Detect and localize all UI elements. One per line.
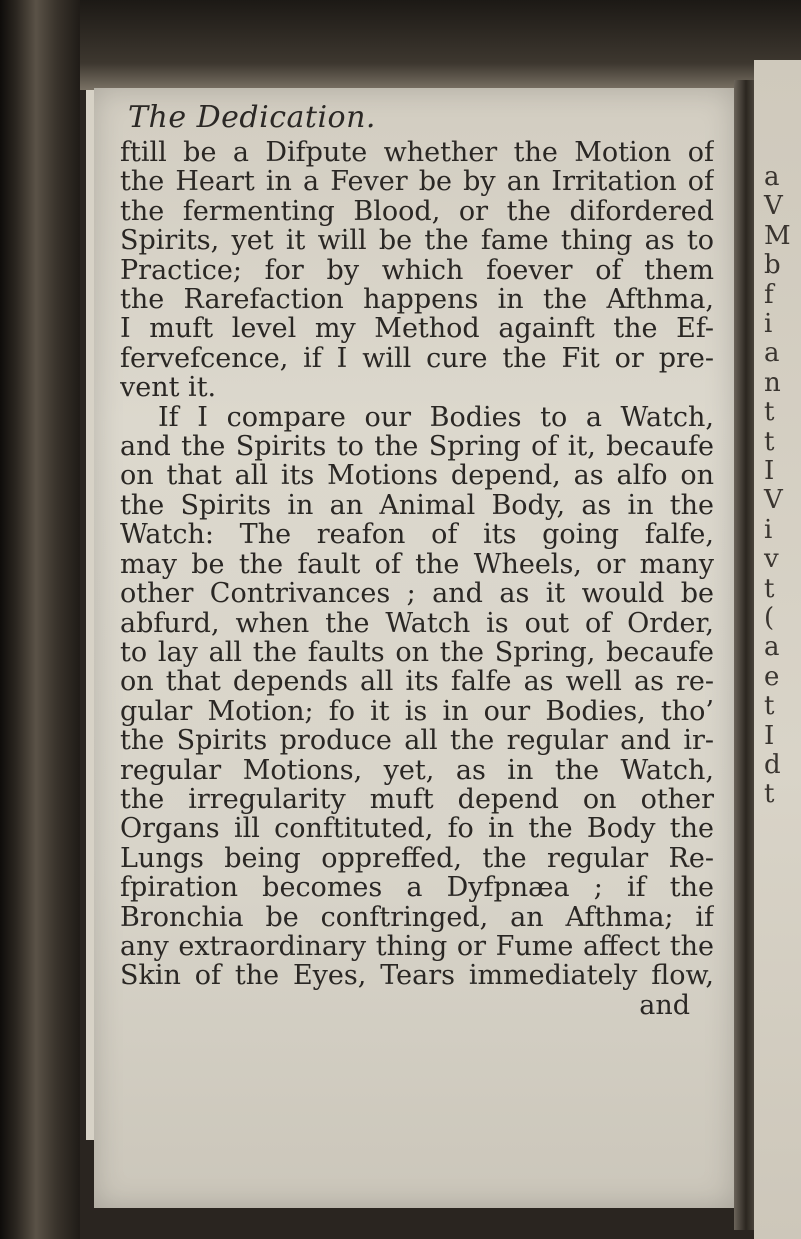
facing-page-letter: t (764, 779, 775, 810)
text-line: may be the fault of the Wheels, or many (120, 549, 714, 580)
facing-page-letter: t (764, 691, 775, 722)
facing-page-letter: ( (764, 603, 775, 633)
text-line: I muft level my Method againft the Ef- (120, 314, 714, 344)
facing-page-letter: a (764, 632, 780, 663)
facing-page-letter: t (764, 426, 775, 457)
text-line: and the Spirits to the Spring of it, becaufe (120, 432, 714, 462)
text-line: other Contrivances ; and as it would be (120, 579, 714, 609)
facing-page-letter: t (764, 397, 775, 428)
facing-page-letter: n (764, 367, 781, 398)
catchword: and (639, 990, 690, 1021)
facing-page-letter: I (764, 720, 775, 751)
text-line: fervefcence, if I will cure the Fit or pre- (120, 343, 714, 374)
text-line: to lay all the faults on the Spring, becaufe (120, 637, 714, 668)
scan-top-shadow (80, 0, 801, 90)
facing-page-letter: V (764, 485, 783, 516)
running-head-title: Dedication. (196, 100, 376, 135)
text-line: Lungs being oppreffed, the regular Re- (120, 843, 714, 874)
text-line: the Rarefaction happens in the Afthma, (120, 285, 714, 315)
body-text (120, 138, 714, 1020)
text-line: ftill be a Difpute whether the Motion of (120, 138, 714, 168)
facing-page-letter: t (764, 573, 775, 604)
text-line: vent it. (120, 373, 217, 403)
text-line: the Heart in a Fever be by an Irritation of (120, 167, 714, 197)
facing-page-letter: V (764, 191, 783, 222)
facing-page-letter: f (764, 279, 774, 310)
text-line: the irregularity muft depend on other (120, 784, 714, 815)
facing-page-letter: a (764, 162, 780, 192)
text-line: the Spirits produce all the regular and ir- (120, 726, 714, 756)
facing-page-letter: i (764, 514, 773, 545)
text-line: Bronchia be conftringed, an Afthma; if (120, 902, 714, 932)
text-line: the fermenting Blood, or the difordered (120, 196, 714, 227)
text-line: on that depends all its falfe as well as re- (120, 667, 714, 697)
facing-page-letter: a (764, 338, 780, 369)
text-line: any extraordinary thing or Fume affect the (120, 931, 714, 962)
facing-page-edge (754, 60, 801, 1239)
text-line: Skin of the Eyes, Tears immediately flow, (120, 961, 714, 991)
text-line: Organs ill conftituted, fo in the Body the (120, 814, 714, 844)
text-line: If I compare our Bodies to a Watch, (158, 402, 714, 433)
text-line: Practice; for by which foever of them (120, 255, 714, 286)
facing-page-letter: M (764, 220, 791, 251)
facing-page-letter: b (764, 250, 781, 281)
text-line: the Spirits in an Animal Body, as in the (120, 490, 714, 521)
running-head (128, 100, 708, 135)
book-gutter (734, 80, 754, 1230)
facing-page-letter: e (764, 661, 780, 692)
text-line: gular Motion; fo it is in our Bodies, tho’ (120, 696, 714, 727)
text-line: on that all its Motions depend, as alfo on (120, 461, 714, 491)
left-page-strip (86, 90, 94, 1140)
facing-page-letter: i (764, 309, 773, 339)
text-line: Watch: The reafon of its going falfe, (120, 520, 714, 550)
running-head-article: The (128, 100, 187, 135)
facing-page-letter: d (764, 750, 781, 780)
facing-page-letter: v (764, 544, 779, 575)
text-line: Spirits, yet it will be the fame thing as to (120, 226, 714, 256)
text-line: abfurd, when the Watch is out of Order, (120, 608, 714, 638)
facing-page-letter: I (764, 456, 775, 486)
text-line: fpiration becomes a Dyfpnæa ; if the (120, 873, 714, 903)
left-binding-edge (0, 0, 80, 1239)
text-line: regular Motions, yet, as in the Watch, (120, 755, 714, 785)
